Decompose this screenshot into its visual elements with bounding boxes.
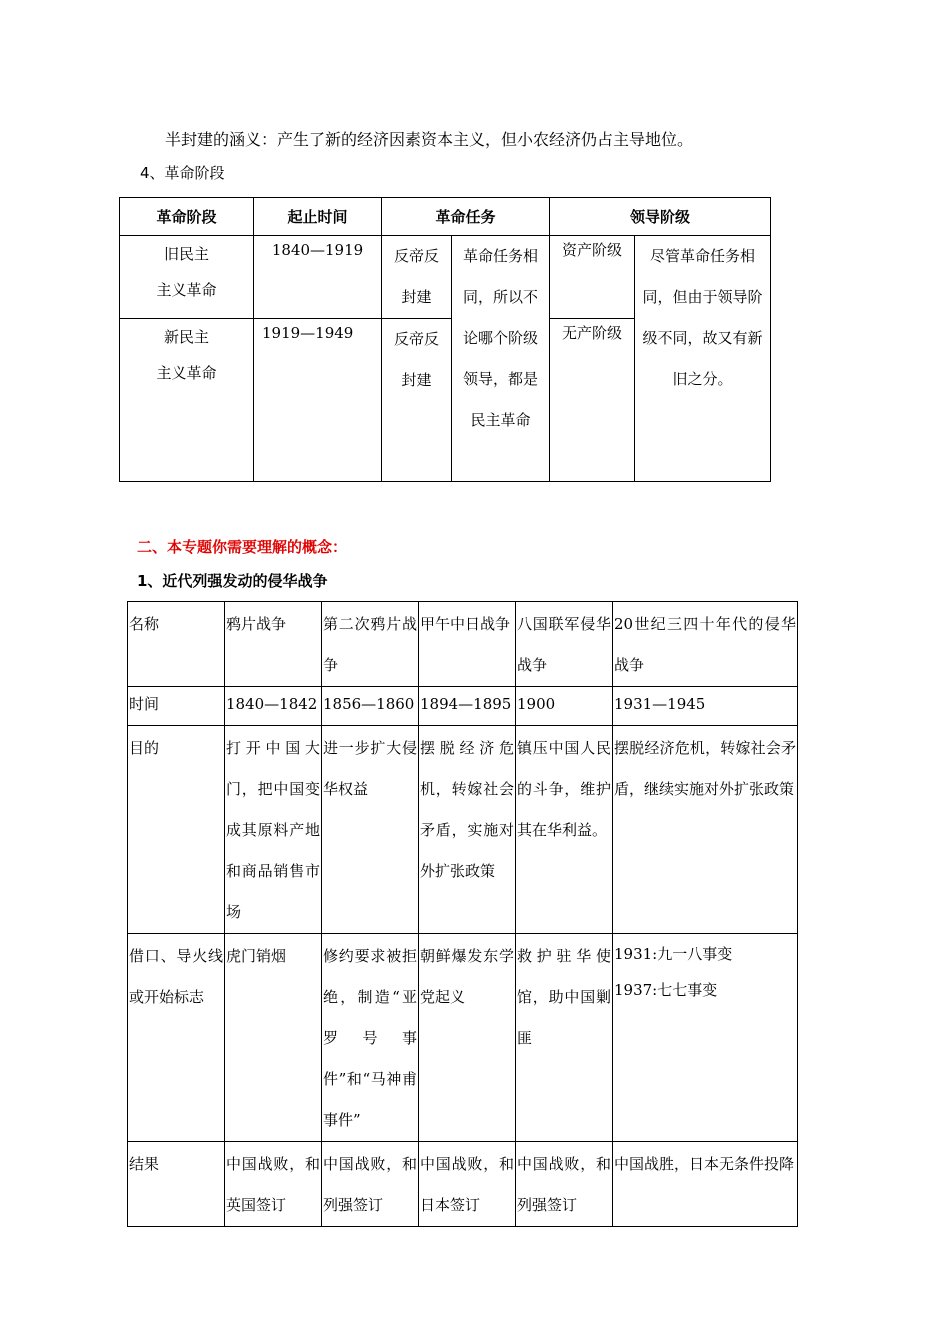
leader-old-text: 资产阶级 — [562, 241, 623, 259]
task-new-line2: 封建 — [401, 371, 432, 389]
leader-new — [550, 319, 635, 482]
table-cell: 虎门销烟 — [225, 934, 322, 1142]
table-cell: 摆脱经济危机，转嫁社会矛盾，继续实施对外扩张政策 — [613, 726, 798, 934]
table-cell: 朝鲜爆发东学党起义 — [419, 934, 516, 1142]
task-old-line2: 封建 — [401, 288, 432, 306]
header-stage: 革命阶段 — [120, 198, 254, 236]
table-cell: 1856—1860 — [322, 687, 419, 726]
leader-note — [635, 236, 771, 482]
section4-heading: 4、革命阶段 — [140, 164, 225, 182]
task-note-text: 革命任务相同，所以不论哪个阶级领导，都是民主革命 — [463, 247, 539, 429]
table-cell: 1931—1945 — [613, 687, 798, 726]
stage-new — [120, 319, 254, 482]
task-old-line1: 反帝反 — [393, 247, 439, 265]
stage-old-line2: 主义革命 — [156, 281, 217, 299]
header-leader: 领导阶级 — [550, 198, 771, 236]
table-cell: 镇压中国人民的斗争，维护其在华利益。 — [516, 726, 613, 934]
table-cell: 修约要求被拒绝，制造“亚罗号事件”和“马神甫事件” — [322, 934, 419, 1142]
section2-subheading: 1、近代列强发动的侵华战争 — [137, 572, 328, 590]
intro-paragraph: 半封建的涵义：产生了新的经济因素资本主义，但小农经济仍占主导地位。 — [165, 130, 694, 149]
period-new-text: 1919—1949 — [262, 324, 354, 342]
header-opium-war: 鸦片战争 — [225, 602, 322, 687]
leader-new-text: 无产阶级 — [562, 324, 623, 342]
invasion-wars-table — [127, 601, 798, 1227]
task-new-line1: 反帝反 — [393, 330, 439, 348]
table-cell: 打开中国大门，把中国变成其原料产地和商品销售市场 — [225, 726, 322, 934]
task-new — [382, 319, 452, 482]
leader-old — [550, 236, 635, 319]
table-cell: 救护驻华使馆，助中国剿匪 — [516, 934, 613, 1142]
task-note — [452, 236, 550, 482]
table-cell: 摆脱经济危机，转嫁社会矛盾，实施对外扩张政策 — [419, 726, 516, 934]
header-period: 起止时间 — [254, 198, 382, 236]
header-sino-japanese-war: 甲午中日战争 — [419, 602, 516, 687]
revolution-stages-table — [119, 197, 771, 482]
table-cell: 中国战胜，日本无条件投降 — [613, 1142, 798, 1227]
table-cell: 1894—1895 — [419, 687, 516, 726]
stage-new-line2: 主义革命 — [156, 364, 217, 382]
table-cell: 1900 — [516, 687, 613, 726]
header-1930s-war: 20世纪三四十年代的侵华战争 — [613, 602, 798, 687]
section2-heading: 二、本专题你需要理解的概念： — [137, 538, 348, 556]
header-name: 名称 — [128, 602, 225, 687]
header-eight-nation-war: 八国联军侵华战争 — [516, 602, 613, 687]
stage-old — [120, 236, 254, 319]
table-cell: 1931:九一八事变 1937:七七事变 — [613, 934, 798, 1142]
table-cell: 中国战败，和日本签订 — [419, 1142, 516, 1227]
stage-new-line1: 新民主 — [163, 328, 209, 346]
table-cell: 中国战败，和英国签订 — [225, 1142, 322, 1227]
row-label-time: 时间 — [128, 687, 225, 726]
table-cell: 中国战败，和列强签订 — [516, 1142, 613, 1227]
row-label-result: 结果 — [128, 1142, 225, 1227]
table-cell: 中国战败，和列强签订 — [322, 1142, 419, 1227]
header-second-opium-war: 第二次鸦片战争 — [322, 602, 419, 687]
leader-note-text: 尽管革命任务相同，但由于领导阶级不同，故又有新旧之分。 — [642, 247, 763, 388]
stage-old-line1: 旧民主 — [163, 245, 209, 263]
period-old-text: 1840—1919 — [271, 241, 364, 259]
task-old — [382, 236, 452, 319]
row-label-pretext: 借口、导火线或开始标志 — [128, 934, 225, 1142]
period-new — [254, 319, 382, 482]
table-cell: 1840—1842 — [225, 687, 322, 726]
table-cell: 进一步扩大侵华权益 — [322, 726, 419, 934]
period-old — [254, 236, 382, 319]
header-task: 革命任务 — [382, 198, 550, 236]
row-label-purpose: 目的 — [128, 726, 225, 934]
